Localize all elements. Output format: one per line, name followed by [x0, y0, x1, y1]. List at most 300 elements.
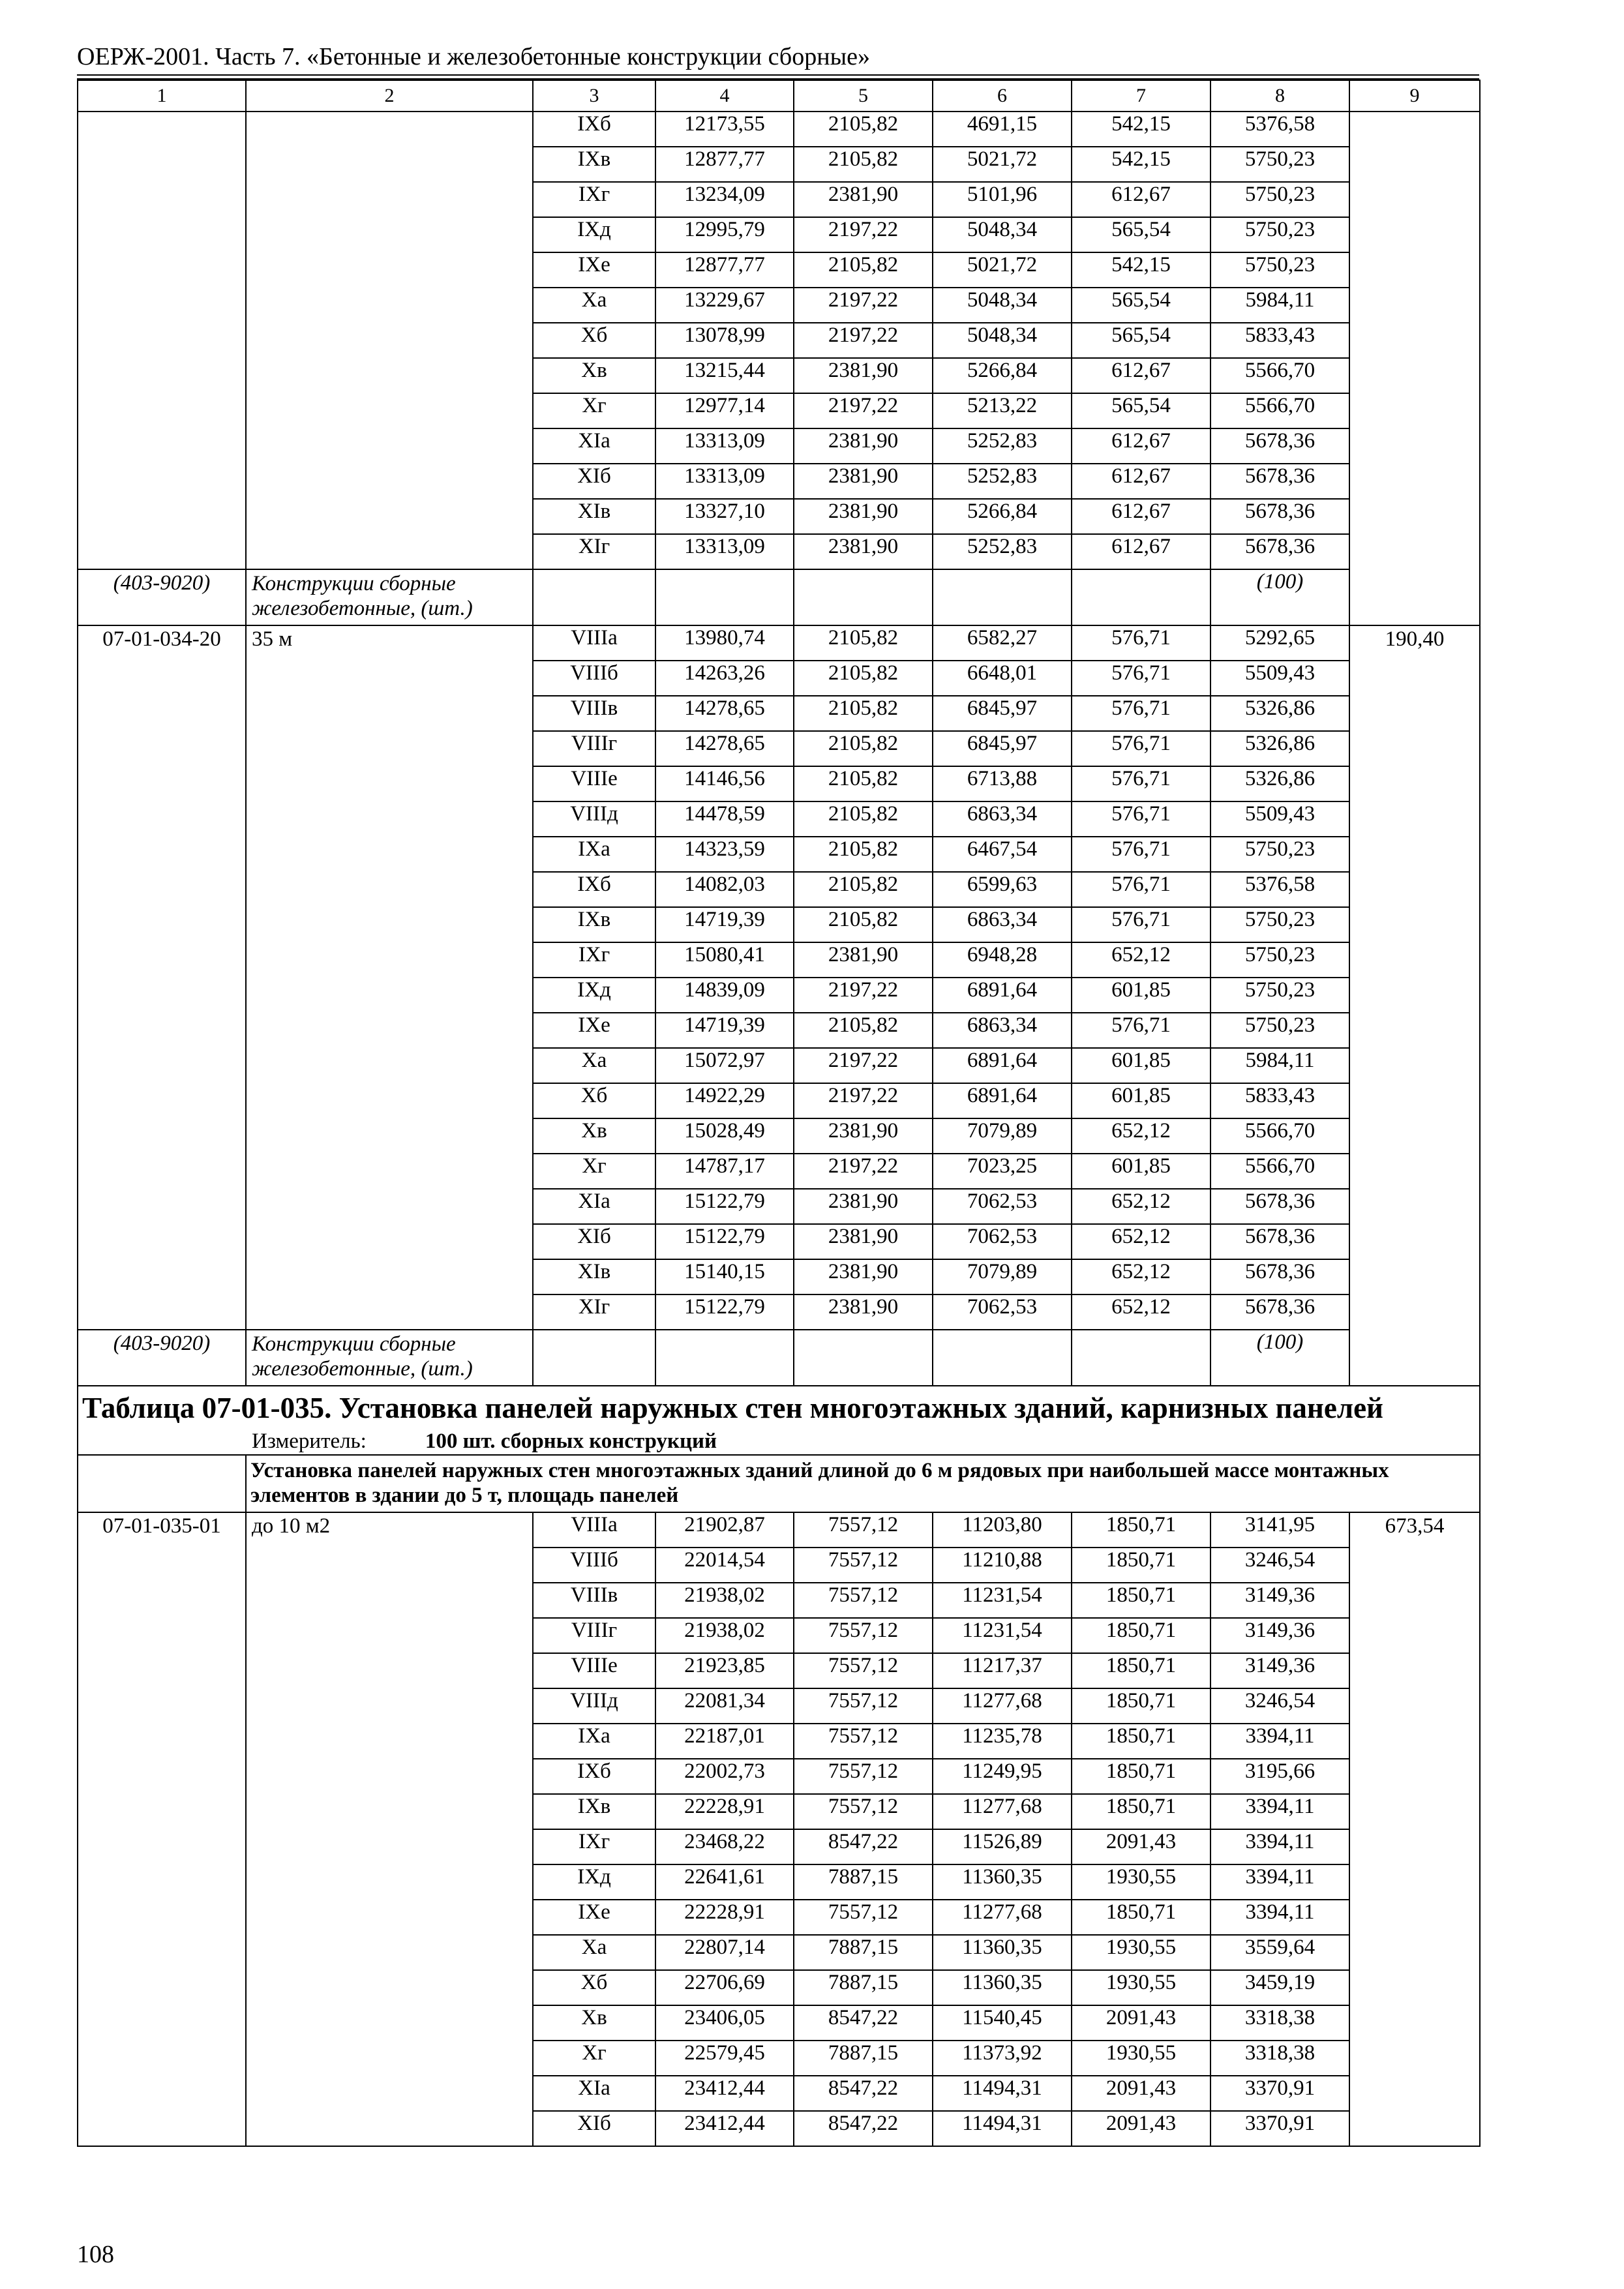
- machines-cell: 11277,68: [933, 1900, 1072, 1935]
- wages-cell: 2105,82: [794, 147, 933, 182]
- rate-code-cell: 07-01-035-01: [78, 1512, 246, 2146]
- wages-cell: 2197,22: [794, 217, 933, 252]
- wages-cell: 7557,12: [794, 1900, 933, 1935]
- total-cost-cell: 15140,15: [655, 1259, 794, 1294]
- machinist-wages-cell: 1850,71: [1072, 1900, 1210, 1935]
- total-cost-cell: 12995,79: [655, 217, 794, 252]
- machinist-wages-cell: 576,71: [1072, 801, 1210, 837]
- column-header: 7: [1072, 80, 1210, 112]
- materials-cell: 5678,36: [1210, 534, 1349, 569]
- materials-cell: 5509,43: [1210, 801, 1349, 837]
- machines-cell: 6713,88: [933, 766, 1072, 801]
- machines-cell: 5252,83: [933, 428, 1072, 464]
- machinist-wages-cell: 601,85: [1072, 978, 1210, 1013]
- machines-cell: 6863,34: [933, 907, 1072, 942]
- materials-cell: 3394,11: [1210, 1829, 1349, 1864]
- machinist-wages-cell: 1850,71: [1072, 1759, 1210, 1794]
- total-cost-cell: 14839,09: [655, 978, 794, 1013]
- zone-cell: IXв: [533, 147, 655, 182]
- rate-name-cell: [246, 112, 533, 569]
- machinist-wages-cell: 612,67: [1072, 358, 1210, 393]
- materials-cell: 5750,23: [1210, 1013, 1349, 1048]
- rate-code-cell: [78, 112, 246, 569]
- zone-cell: IXг: [533, 1829, 655, 1864]
- machinist-wages-cell: 601,85: [1072, 1154, 1210, 1189]
- total-cost-cell: 22081,34: [655, 1688, 794, 1724]
- machines-cell: 11540,45: [933, 2005, 1072, 2041]
- wages-cell: 7557,12: [794, 1512, 933, 1548]
- wages-cell: 8547,22: [794, 1829, 933, 1864]
- materials-cell: 3394,11: [1210, 1794, 1349, 1829]
- total-cost-cell: 15080,41: [655, 942, 794, 978]
- table-row: [78, 112, 1480, 147]
- materials-cell: 5326,86: [1210, 766, 1349, 801]
- materials-cell: 5326,86: [1210, 731, 1349, 766]
- wages-cell: 8547,22: [794, 2076, 933, 2111]
- column-header: 9: [1349, 80, 1480, 112]
- resource-qty-cell: (100): [1210, 569, 1349, 625]
- machinist-wages-cell: 2091,43: [1072, 2111, 1210, 2146]
- total-cost-cell: 14082,03: [655, 872, 794, 907]
- meter-cell: [78, 1428, 1480, 1455]
- materials-cell: 5566,70: [1210, 393, 1349, 428]
- rates-table-body: [78, 80, 1480, 2146]
- wages-cell: 7557,12: [794, 1759, 933, 1794]
- zone-cell: XIв: [533, 499, 655, 534]
- header-rule-top: [77, 74, 1479, 76]
- materials-cell: 3318,38: [1210, 2005, 1349, 2041]
- zone-cell: XIб: [533, 1224, 655, 1259]
- total-cost-cell: 12977,14: [655, 393, 794, 428]
- empty-cell: [933, 569, 1072, 625]
- machinist-wages-cell: 1930,55: [1072, 1935, 1210, 1970]
- machines-cell: 6891,64: [933, 1048, 1072, 1083]
- zone-cell: Xа: [533, 288, 655, 323]
- total-cost-cell: 13980,74: [655, 625, 794, 661]
- wages-cell: 8547,22: [794, 2005, 933, 2041]
- zone-cell: Xв: [533, 1118, 655, 1154]
- column-header: 1: [78, 80, 246, 112]
- machinist-wages-cell: 576,71: [1072, 872, 1210, 907]
- machinist-wages-cell: 565,54: [1072, 323, 1210, 358]
- wages-cell: 7557,12: [794, 1688, 933, 1724]
- machinist-wages-cell: 576,71: [1072, 731, 1210, 766]
- total-cost-cell: 15072,97: [655, 1048, 794, 1083]
- materials-cell: 5678,36: [1210, 1259, 1349, 1294]
- machinist-wages-cell: 1850,71: [1072, 1618, 1210, 1653]
- materials-cell: 3195,66: [1210, 1759, 1349, 1794]
- total-cost-cell: 14146,56: [655, 766, 794, 801]
- zone-cell: VIIIа: [533, 1512, 655, 1548]
- machines-cell: 11235,78: [933, 1724, 1072, 1759]
- total-cost-cell: 21938,02: [655, 1583, 794, 1618]
- wages-cell: 2105,82: [794, 696, 933, 731]
- empty-cell: [794, 569, 933, 625]
- zone-cell: XIа: [533, 428, 655, 464]
- machines-cell: 11373,92: [933, 2041, 1072, 2076]
- zone-cell: Xа: [533, 1048, 655, 1083]
- total-cost-cell: 22641,61: [655, 1864, 794, 1900]
- empty-cell: [794, 1330, 933, 1386]
- column-header: 3: [533, 80, 655, 112]
- wages-cell: 2197,22: [794, 323, 933, 358]
- zone-cell: IXа: [533, 837, 655, 872]
- zone-cell: XIа: [533, 1189, 655, 1224]
- table-title: Таблица 07-01-035. Установка панелей наружных стен многоэтажных зданий, карнизных панелей: [78, 1386, 1480, 1428]
- total-cost-cell: 22807,14: [655, 1935, 794, 1970]
- materials-cell: 5833,43: [1210, 1083, 1349, 1118]
- machines-cell: 11494,31: [933, 2111, 1072, 2146]
- column-header: 2: [246, 80, 533, 112]
- wages-cell: 2381,90: [794, 182, 933, 217]
- total-cost-cell: 13234,09: [655, 182, 794, 217]
- wages-cell: 7887,15: [794, 1935, 933, 1970]
- materials-cell: 5678,36: [1210, 464, 1349, 499]
- total-cost-cell: 13078,99: [655, 323, 794, 358]
- zone-cell: Xа: [533, 1935, 655, 1970]
- machinist-wages-cell: 1930,55: [1072, 1864, 1210, 1900]
- materials-cell: 5750,23: [1210, 147, 1349, 182]
- zone-cell: XIа: [533, 2076, 655, 2111]
- machines-cell: 5266,84: [933, 358, 1072, 393]
- machines-cell: 7062,53: [933, 1294, 1072, 1330]
- materials-cell: 5678,36: [1210, 1189, 1349, 1224]
- machines-cell: 7023,25: [933, 1154, 1072, 1189]
- materials-cell: 3149,36: [1210, 1618, 1349, 1653]
- machinist-wages-cell: 652,12: [1072, 1224, 1210, 1259]
- zone-cell: Xб: [533, 1970, 655, 2005]
- machinist-wages-cell: 1850,71: [1072, 1583, 1210, 1618]
- empty-cell: [533, 1330, 655, 1386]
- materials-cell: 3559,64: [1210, 1935, 1349, 1970]
- total-cost-cell: 14922,29: [655, 1083, 794, 1118]
- machines-cell: 5021,72: [933, 147, 1072, 182]
- machinist-wages-cell: 612,67: [1072, 499, 1210, 534]
- total-cost-cell: 22187,01: [655, 1724, 794, 1759]
- wages-cell: 2197,22: [794, 288, 933, 323]
- total-cost-cell: 14263,26: [655, 661, 794, 696]
- wages-cell: 2381,90: [794, 534, 933, 569]
- machinist-wages-cell: 1850,71: [1072, 1548, 1210, 1583]
- resource-code-cell: (403-9020): [78, 569, 246, 625]
- wages-cell: 2197,22: [794, 978, 933, 1013]
- total-cost-cell: 14719,39: [655, 907, 794, 942]
- machines-cell: 6648,01: [933, 661, 1072, 696]
- subtitle-spacer-cell: [78, 1455, 246, 1512]
- total-cost-cell: 22228,91: [655, 1900, 794, 1935]
- zone-cell: IXе: [533, 252, 655, 288]
- machines-cell: 5101,96: [933, 182, 1072, 217]
- machinist-wages-cell: 576,71: [1072, 1013, 1210, 1048]
- total-cost-cell: 12877,77: [655, 252, 794, 288]
- resource-name-cell: Конструкции сборные железобетонные, (шт.): [246, 569, 533, 625]
- materials-cell: 5376,58: [1210, 872, 1349, 907]
- wages-cell: 2197,22: [794, 1154, 933, 1189]
- column-header: 4: [655, 80, 794, 112]
- machinist-wages-cell: 652,12: [1072, 1118, 1210, 1154]
- machines-cell: 5252,83: [933, 534, 1072, 569]
- total-cost-cell: 13229,67: [655, 288, 794, 323]
- machinist-wages-cell: 565,54: [1072, 393, 1210, 428]
- table-title-row: [78, 1386, 1480, 1428]
- zone-cell: Xг: [533, 393, 655, 428]
- total-cost-cell: 22579,45: [655, 2041, 794, 2076]
- meter-label: Измеритель:: [252, 1429, 367, 1453]
- zone-cell: Xг: [533, 1154, 655, 1189]
- materials-cell: 5678,36: [1210, 428, 1349, 464]
- wages-cell: 2381,90: [794, 942, 933, 978]
- machines-cell: 11277,68: [933, 1688, 1072, 1724]
- wages-cell: 2381,90: [794, 358, 933, 393]
- total-cost-cell: 13327,10: [655, 499, 794, 534]
- machinist-wages-cell: 612,67: [1072, 534, 1210, 569]
- wages-cell: 2105,82: [794, 837, 933, 872]
- machines-cell: 5021,72: [933, 252, 1072, 288]
- machines-cell: 4691,15: [933, 112, 1072, 147]
- wages-cell: 7887,15: [794, 1864, 933, 1900]
- zone-cell: IXб: [533, 1759, 655, 1794]
- machines-cell: 6891,64: [933, 1083, 1072, 1118]
- machinist-wages-cell: 565,54: [1072, 288, 1210, 323]
- zone-cell: IXд: [533, 217, 655, 252]
- meter-value: 100 шт. сборных конструкций: [425, 1429, 717, 1453]
- rate-name-cell: до 10 м2: [246, 1512, 533, 2146]
- total-cost-cell: 21938,02: [655, 1618, 794, 1653]
- total-cost-cell: 23468,22: [655, 1829, 794, 1864]
- machines-cell: 5048,34: [933, 288, 1072, 323]
- machinist-wages-cell: 652,12: [1072, 1294, 1210, 1330]
- machines-cell: 11360,35: [933, 1970, 1072, 2005]
- zone-cell: IXе: [533, 1900, 655, 1935]
- total-cost-cell: 14719,39: [655, 1013, 794, 1048]
- machinist-wages-cell: 612,67: [1072, 182, 1210, 217]
- zone-cell: Xб: [533, 323, 655, 358]
- wages-cell: 2105,82: [794, 661, 933, 696]
- wages-cell: 7557,12: [794, 1794, 933, 1829]
- zone-cell: VIIIд: [533, 1688, 655, 1724]
- machines-cell: 6948,28: [933, 942, 1072, 978]
- machines-cell: 6863,34: [933, 1013, 1072, 1048]
- machinist-wages-cell: 2091,43: [1072, 1829, 1210, 1864]
- zone-cell: IXд: [533, 1864, 655, 1900]
- zone-cell: IXв: [533, 907, 655, 942]
- wages-cell: 2381,90: [794, 1118, 933, 1154]
- machinist-wages-cell: 1930,55: [1072, 1970, 1210, 2005]
- materials-cell: 5984,11: [1210, 288, 1349, 323]
- zone-cell: XIг: [533, 1294, 655, 1330]
- footnote-row: [78, 1330, 1480, 1386]
- table-row: [78, 625, 1480, 661]
- total-cost-cell: 13313,09: [655, 428, 794, 464]
- machinist-wages-cell: 652,12: [1072, 942, 1210, 978]
- materials-cell: 5678,36: [1210, 1294, 1349, 1330]
- wages-cell: 2381,90: [794, 1189, 933, 1224]
- zone-cell: VIIIд: [533, 801, 655, 837]
- zone-cell: IXа: [533, 1724, 655, 1759]
- wages-cell: 7557,12: [794, 1618, 933, 1653]
- machines-cell: 6845,97: [933, 696, 1072, 731]
- table-subtitle: Установка панелей наружных стен многоэтажных зданий длиной до 6 м рядовых при наибольшей массе монтажных элементов в здании до 5 т, площадь панелей: [246, 1455, 1480, 1512]
- table-row: [78, 1512, 1480, 1548]
- page-header-title: ОЕРЖ-2001. Часть 7. «Бетонные и железобетонные конструкции сборные»: [77, 43, 870, 70]
- machinist-wages-cell: 542,15: [1072, 147, 1210, 182]
- machinist-wages-cell: 1930,55: [1072, 2041, 1210, 2076]
- column-header: 6: [933, 80, 1072, 112]
- machinist-wages-cell: 565,54: [1072, 217, 1210, 252]
- total-cost-cell: 23406,05: [655, 2005, 794, 2041]
- machinist-wages-cell: 1850,71: [1072, 1688, 1210, 1724]
- machinist-wages-cell: 576,71: [1072, 661, 1210, 696]
- rates-table: [77, 80, 1481, 2147]
- zone-cell: XIб: [533, 464, 655, 499]
- materials-cell: 5750,23: [1210, 907, 1349, 942]
- resource-code-cell: (403-9020): [78, 1330, 246, 1386]
- materials-cell: 5750,23: [1210, 252, 1349, 288]
- machinist-wages-cell: 1850,71: [1072, 1724, 1210, 1759]
- total-cost-cell: 14278,65: [655, 731, 794, 766]
- materials-cell: 3370,91: [1210, 2076, 1349, 2111]
- wages-cell: 2105,82: [794, 252, 933, 288]
- total-cost-cell: 14787,17: [655, 1154, 794, 1189]
- total-cost-cell: 23412,44: [655, 2076, 794, 2111]
- machinist-wages-cell: 601,85: [1072, 1083, 1210, 1118]
- machinist-wages-cell: 1850,71: [1072, 1794, 1210, 1829]
- zone-cell: XIб: [533, 2111, 655, 2146]
- materials-cell: 5750,23: [1210, 182, 1349, 217]
- machinist-wages-cell: 2091,43: [1072, 2076, 1210, 2111]
- zone-cell: IXд: [533, 978, 655, 1013]
- machinist-wages-cell: 1850,71: [1072, 1512, 1210, 1548]
- empty-cell: [655, 1330, 794, 1386]
- materials-cell: 3459,19: [1210, 1970, 1349, 2005]
- labor-cost-cell: 190,40: [1349, 625, 1480, 1386]
- materials-cell: 5509,43: [1210, 661, 1349, 696]
- materials-cell: 5750,23: [1210, 978, 1349, 1013]
- empty-cell: [533, 569, 655, 625]
- machinist-wages-cell: 612,67: [1072, 428, 1210, 464]
- materials-cell: 3246,54: [1210, 1688, 1349, 1724]
- zone-cell: VIIIв: [533, 696, 655, 731]
- subtitle-row: [78, 1455, 1480, 1512]
- materials-cell: 5750,23: [1210, 217, 1349, 252]
- machines-cell: 11231,54: [933, 1618, 1072, 1653]
- machinist-wages-cell: 576,71: [1072, 907, 1210, 942]
- machinist-wages-cell: 576,71: [1072, 766, 1210, 801]
- machinist-wages-cell: 542,15: [1072, 252, 1210, 288]
- wages-cell: 7887,15: [794, 1970, 933, 2005]
- machinist-wages-cell: 2091,43: [1072, 2005, 1210, 2041]
- wages-cell: 2105,82: [794, 731, 933, 766]
- wages-cell: 2197,22: [794, 393, 933, 428]
- total-cost-cell: 13313,09: [655, 534, 794, 569]
- machines-cell: 11360,35: [933, 1935, 1072, 1970]
- wages-cell: 2381,90: [794, 499, 933, 534]
- zone-cell: Xв: [533, 2005, 655, 2041]
- machinist-wages-cell: 601,85: [1072, 1048, 1210, 1083]
- wages-cell: 2105,82: [794, 112, 933, 147]
- zone-cell: VIIIб: [533, 1548, 655, 1583]
- wages-cell: 2105,82: [794, 625, 933, 661]
- meter-row: [78, 1428, 1480, 1455]
- wages-cell: 2105,82: [794, 801, 933, 837]
- wages-cell: 2381,90: [794, 428, 933, 464]
- zone-cell: IXб: [533, 112, 655, 147]
- machines-cell: 7079,89: [933, 1118, 1072, 1154]
- total-cost-cell: 23412,44: [655, 2111, 794, 2146]
- materials-cell: 5566,70: [1210, 1118, 1349, 1154]
- machines-cell: 5252,83: [933, 464, 1072, 499]
- column-header: 5: [794, 80, 933, 112]
- zone-cell: IXе: [533, 1013, 655, 1048]
- machines-cell: 6891,64: [933, 978, 1072, 1013]
- machines-cell: 5048,34: [933, 217, 1072, 252]
- wages-cell: 2105,82: [794, 872, 933, 907]
- wages-cell: 7557,12: [794, 1548, 933, 1583]
- page-number: 108: [77, 2241, 114, 2268]
- materials-cell: 3246,54: [1210, 1548, 1349, 1583]
- wages-cell: 2197,22: [794, 1048, 933, 1083]
- wages-cell: 2105,82: [794, 907, 933, 942]
- total-cost-cell: 14278,65: [655, 696, 794, 731]
- zone-cell: VIIIе: [533, 1653, 655, 1688]
- wages-cell: 7887,15: [794, 2041, 933, 2076]
- zone-cell: IXб: [533, 872, 655, 907]
- resource-name-cell: Конструкции сборные железобетонные, (шт.): [246, 1330, 533, 1386]
- total-cost-cell: 22014,54: [655, 1548, 794, 1583]
- labor-cost-cell: [1349, 112, 1480, 625]
- machinist-wages-cell: 1850,71: [1072, 1653, 1210, 1688]
- machines-cell: 11231,54: [933, 1583, 1072, 1618]
- machinist-wages-cell: 542,15: [1072, 112, 1210, 147]
- machines-cell: 11526,89: [933, 1829, 1072, 1864]
- zone-cell: XIг: [533, 534, 655, 569]
- machines-cell: 6599,63: [933, 872, 1072, 907]
- machines-cell: 11217,37: [933, 1653, 1072, 1688]
- labor-cost-cell: 673,54: [1349, 1512, 1480, 2146]
- wages-cell: 2381,90: [794, 1294, 933, 1330]
- machinist-wages-cell: 652,12: [1072, 1189, 1210, 1224]
- machinist-wages-cell: 576,71: [1072, 625, 1210, 661]
- materials-cell: 5833,43: [1210, 323, 1349, 358]
- total-cost-cell: 13313,09: [655, 464, 794, 499]
- zone-cell: IXг: [533, 182, 655, 217]
- total-cost-cell: 14323,59: [655, 837, 794, 872]
- column-header-row: [78, 80, 1480, 112]
- zone-cell: VIIIг: [533, 1618, 655, 1653]
- rate-code-cell: 07-01-034-20: [78, 625, 246, 1330]
- materials-cell: 5326,86: [1210, 696, 1349, 731]
- total-cost-cell: 12173,55: [655, 112, 794, 147]
- total-cost-cell: 15122,79: [655, 1224, 794, 1259]
- machines-cell: 11277,68: [933, 1794, 1072, 1829]
- materials-cell: 5292,65: [1210, 625, 1349, 661]
- empty-cell: [655, 569, 794, 625]
- rate-name-cell: 35 м: [246, 625, 533, 1330]
- materials-cell: 3141,95: [1210, 1512, 1349, 1548]
- zone-cell: IXв: [533, 1794, 655, 1829]
- total-cost-cell: 22706,69: [655, 1970, 794, 2005]
- machines-cell: 7079,89: [933, 1259, 1072, 1294]
- column-header: 8: [1210, 80, 1349, 112]
- materials-cell: 3370,91: [1210, 2111, 1349, 2146]
- zone-cell: VIIIе: [533, 766, 655, 801]
- wages-cell: 8547,22: [794, 2111, 933, 2146]
- materials-cell: 3318,38: [1210, 2041, 1349, 2076]
- zone-cell: VIIIг: [533, 731, 655, 766]
- total-cost-cell: 15122,79: [655, 1294, 794, 1330]
- machines-cell: 6845,97: [933, 731, 1072, 766]
- machines-cell: 7062,53: [933, 1224, 1072, 1259]
